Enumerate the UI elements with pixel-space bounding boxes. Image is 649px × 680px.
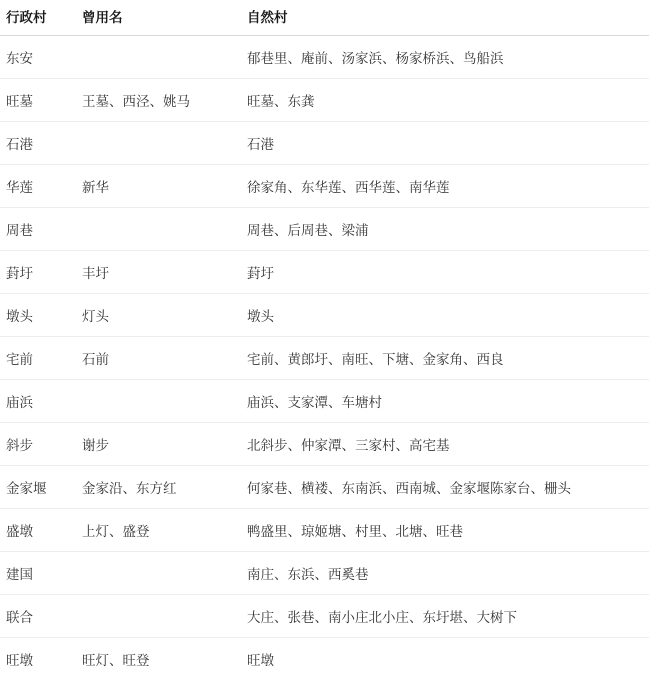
table-row bbox=[0, 423, 649, 466]
cell-natural-village: 徐家角、东华莲、西华莲、南华莲 bbox=[241, 165, 649, 208]
table-row bbox=[0, 165, 649, 208]
cell-former-name: 旺灯、旺登 bbox=[76, 638, 241, 680]
cell-former-name bbox=[76, 122, 241, 165]
table-row bbox=[0, 122, 649, 165]
cell-natural-village: 北斜步、仲家潭、三家村、高宅基 bbox=[241, 423, 649, 466]
cell-natural-village: 墩头 bbox=[241, 294, 649, 337]
cell-natural-village: 周巷、后周巷、梁浦 bbox=[241, 208, 649, 251]
cell-natural-village: 何家巷、横褛、东南浜、西南城、金家堰陈家台、栅头 bbox=[241, 466, 649, 509]
cell-natural-village: 南庄、东浜、西奚巷 bbox=[241, 552, 649, 595]
cell-administrative-village: 旺墩 bbox=[0, 638, 76, 680]
cell-administrative-village: 墩头 bbox=[0, 294, 76, 337]
cell-natural-village: 石港 bbox=[241, 122, 649, 165]
cell-natural-village: 大庄、张巷、南小庄北小庄、东圩堪、大树下 bbox=[241, 595, 649, 638]
cell-natural-village: 旺墩 bbox=[241, 638, 649, 680]
cell-former-name bbox=[76, 595, 241, 638]
cell-former-name: 上灯、盛登 bbox=[76, 509, 241, 552]
cell-former-name: 新华 bbox=[76, 165, 241, 208]
cell-administrative-village: 联合 bbox=[0, 595, 76, 638]
cell-former-name: 王墓、西泾、姚马 bbox=[76, 79, 241, 122]
cell-administrative-village: 旺墓 bbox=[0, 79, 76, 122]
table-row bbox=[0, 638, 649, 680]
cell-former-name: 灯头 bbox=[76, 294, 241, 337]
cell-administrative-village: 金家堰 bbox=[0, 466, 76, 509]
table-row bbox=[0, 466, 649, 509]
cell-former-name bbox=[76, 208, 241, 251]
table-row bbox=[0, 251, 649, 294]
table-row bbox=[0, 79, 649, 122]
cell-administrative-village: 东安 bbox=[0, 36, 76, 79]
table-row bbox=[0, 595, 649, 638]
cell-former-name: 金家沿、东方红 bbox=[76, 466, 241, 509]
column-header-natural-village: 自然村 bbox=[241, 0, 649, 36]
table-row bbox=[0, 509, 649, 552]
cell-administrative-village: 葑圩 bbox=[0, 251, 76, 294]
cell-former-name: 石前 bbox=[76, 337, 241, 380]
table-row bbox=[0, 208, 649, 251]
cell-administrative-village: 周巷 bbox=[0, 208, 76, 251]
cell-natural-village: 旺墓、东龚 bbox=[241, 79, 649, 122]
table-row bbox=[0, 294, 649, 337]
cell-former-name bbox=[76, 380, 241, 423]
table-body bbox=[0, 36, 649, 680]
table-row bbox=[0, 36, 649, 79]
cell-administrative-village: 庙浜 bbox=[0, 380, 76, 423]
cell-former-name: 丰圩 bbox=[76, 251, 241, 294]
table-header-row bbox=[0, 0, 649, 36]
cell-natural-village: 葑圩 bbox=[241, 251, 649, 294]
cell-natural-village: 宅前、黄郎圩、南旺、下塘、金家角、西良 bbox=[241, 337, 649, 380]
cell-administrative-village: 宅前 bbox=[0, 337, 76, 380]
cell-natural-village: 庙浜、支家潭、车塘村 bbox=[241, 380, 649, 423]
table-row bbox=[0, 552, 649, 595]
cell-administrative-village: 斜步 bbox=[0, 423, 76, 466]
cell-former-name bbox=[76, 552, 241, 595]
cell-natural-village: 鸭盛里、琼姬塘、村里、北塘、旺巷 bbox=[241, 509, 649, 552]
cell-natural-village: 郁巷里、庵前、汤家浜、杨家桥浜、鸟船浜 bbox=[241, 36, 649, 79]
cell-administrative-village: 建国 bbox=[0, 552, 76, 595]
cell-administrative-village: 盛墩 bbox=[0, 509, 76, 552]
cell-administrative-village: 石港 bbox=[0, 122, 76, 165]
column-header-former-name: 曾用名 bbox=[76, 0, 241, 36]
cell-former-name bbox=[76, 36, 241, 79]
column-header-administrative-village: 行政村 bbox=[0, 0, 76, 36]
table-row bbox=[0, 337, 649, 380]
table-row bbox=[0, 380, 649, 423]
cell-administrative-village: 华莲 bbox=[0, 165, 76, 208]
cell-former-name: 谢步 bbox=[76, 423, 241, 466]
table-header bbox=[0, 0, 649, 36]
